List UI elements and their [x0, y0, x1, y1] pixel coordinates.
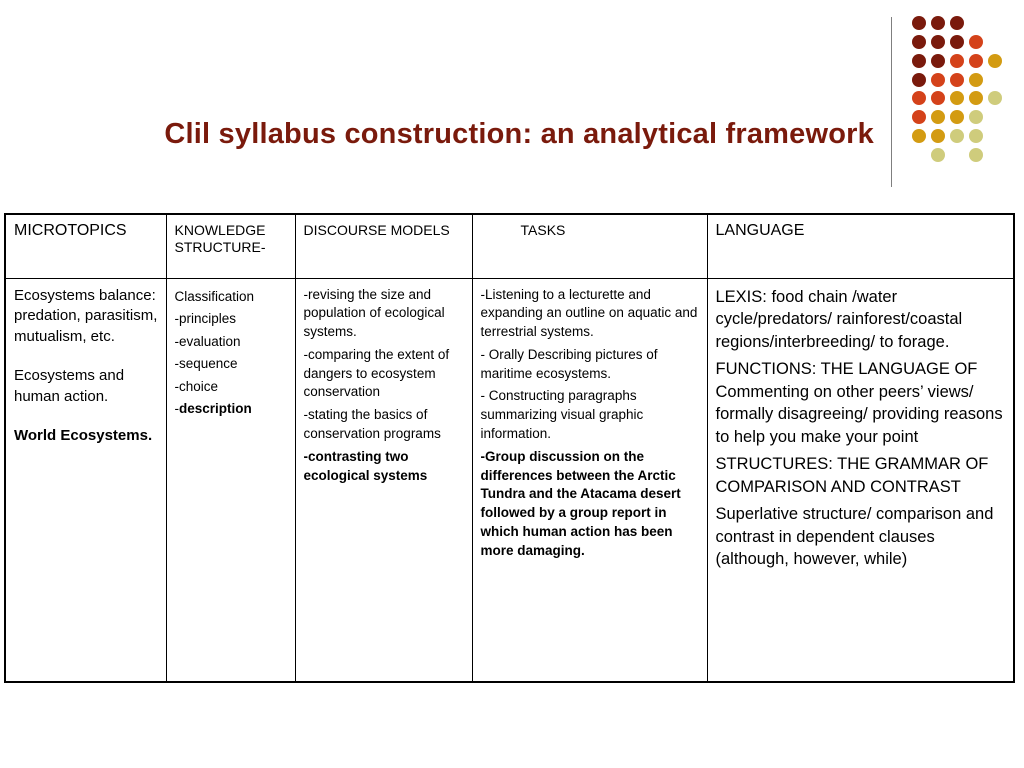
decorative-dot — [969, 54, 983, 68]
decorative-dot — [950, 35, 964, 49]
microtopic-item: World Ecosystems. — [14, 427, 153, 444]
knowledge-item-bold: description — [179, 401, 252, 416]
decorative-dot — [969, 148, 983, 162]
decorative-dot — [931, 110, 945, 124]
table-header-row — [5, 214, 1014, 278]
decorative-dot — [969, 35, 983, 49]
header-tasks: TASKS — [472, 214, 707, 278]
decorative-dot — [969, 91, 983, 105]
decorative-dot — [950, 73, 964, 87]
knowledge-item: -principles — [174, 311, 237, 326]
knowledge-item: -choice — [174, 378, 219, 394]
microtopic-item: Ecosystems and human action. — [14, 367, 125, 405]
decorative-dot — [931, 54, 945, 68]
decorative-dot — [931, 35, 945, 49]
cell-tasks — [472, 278, 707, 682]
language-item: LEXIS: food chain /water cycle/predators/ rainforest/coastal regions/interbreeding/ to forage. — [715, 287, 963, 351]
language-item: STRUCTURES: THE GRAMMAR OF COMPARISON AND CONTRAST — [715, 455, 989, 496]
decorative-dot — [931, 16, 945, 30]
cell-discourse-models — [295, 278, 472, 682]
decorative-dot — [912, 54, 926, 68]
discourse-item: -comparing the extent of dangers to ecosystem conservation — [303, 346, 450, 400]
decorative-dot — [950, 91, 964, 105]
discourse-item: -revising the size and population of ecological systems. — [303, 286, 445, 340]
task-item: -Group discussion on the differences between the Arctic Tundra and the Atacama desert followed by a group report in which human action has been more damaging. — [480, 448, 681, 558]
task-item: - Constructing paragraphs summarizing visual graphic information. — [480, 388, 644, 442]
knowledge-prefix: - — [174, 401, 179, 416]
header-knowledge-structure: KNOWLEDGE STRUCTURE- — [166, 214, 295, 278]
decorative-dot — [912, 129, 926, 143]
language-item: FUNCTIONS: THE LANGUAGE OF Commenting on other peers’ views/ formally disagreeing/ providing reasons to help you make your point — [715, 360, 1003, 446]
decorative-dot — [950, 129, 964, 143]
decorative-dot — [912, 110, 926, 124]
header-microtopics: MICROTOPICS — [5, 214, 166, 278]
decorative-dot-grid — [0, 0, 1024, 200]
decorative-dot — [988, 54, 1002, 68]
task-item: - Orally Describing pictures of maritime ecosystems. — [480, 346, 658, 381]
language-item: Superlative structure/ comparison and contrast in dependent clauses (although, however, while) — [715, 505, 994, 568]
decorative-dot — [931, 129, 945, 143]
header-language: LANGUAGE — [707, 214, 1014, 278]
decorative-dot — [969, 110, 983, 124]
knowledge-item — [175, 398, 287, 421]
cell-language — [707, 278, 1014, 682]
knowledge-item: -sequence — [174, 356, 238, 371]
discourse-item: -contrasting two ecological systems — [303, 448, 428, 483]
decorative-dot — [931, 91, 945, 105]
decorative-dot — [969, 129, 983, 143]
discourse-item: -stating the basics of conservation programs — [303, 407, 441, 442]
cell-microtopics — [5, 278, 166, 682]
decorative-dot — [912, 16, 926, 30]
decorative-dot — [969, 73, 983, 87]
task-item: -Listening to a lecturette and expanding an outline on aquatic and terrestrial systems. — [480, 286, 698, 340]
header-discourse-models: DISCOURSE MODELS — [295, 214, 472, 278]
microtopic-item: Ecosystems balance: predation, parasitism, mutualism, etc. — [14, 286, 158, 345]
knowledge-item: -evaluation — [174, 333, 241, 349]
decorative-dot — [912, 73, 926, 87]
decorative-dot — [950, 16, 964, 30]
decorative-dot — [950, 54, 964, 68]
title-divider-line — [891, 17, 892, 187]
decorative-dot — [912, 35, 926, 49]
table-body-row — [5, 278, 1014, 682]
syllabus-table — [4, 213, 1015, 683]
decorative-dot — [950, 110, 964, 124]
decorative-dot — [931, 73, 945, 87]
slide-title: Clil syllabus construction: an analytical framework — [164, 118, 874, 150]
decorative-dot — [931, 148, 945, 162]
knowledge-item: Classification — [174, 288, 255, 304]
cell-knowledge-structure — [166, 278, 295, 682]
decorative-dot — [988, 91, 1002, 105]
decorative-dot — [912, 91, 926, 105]
